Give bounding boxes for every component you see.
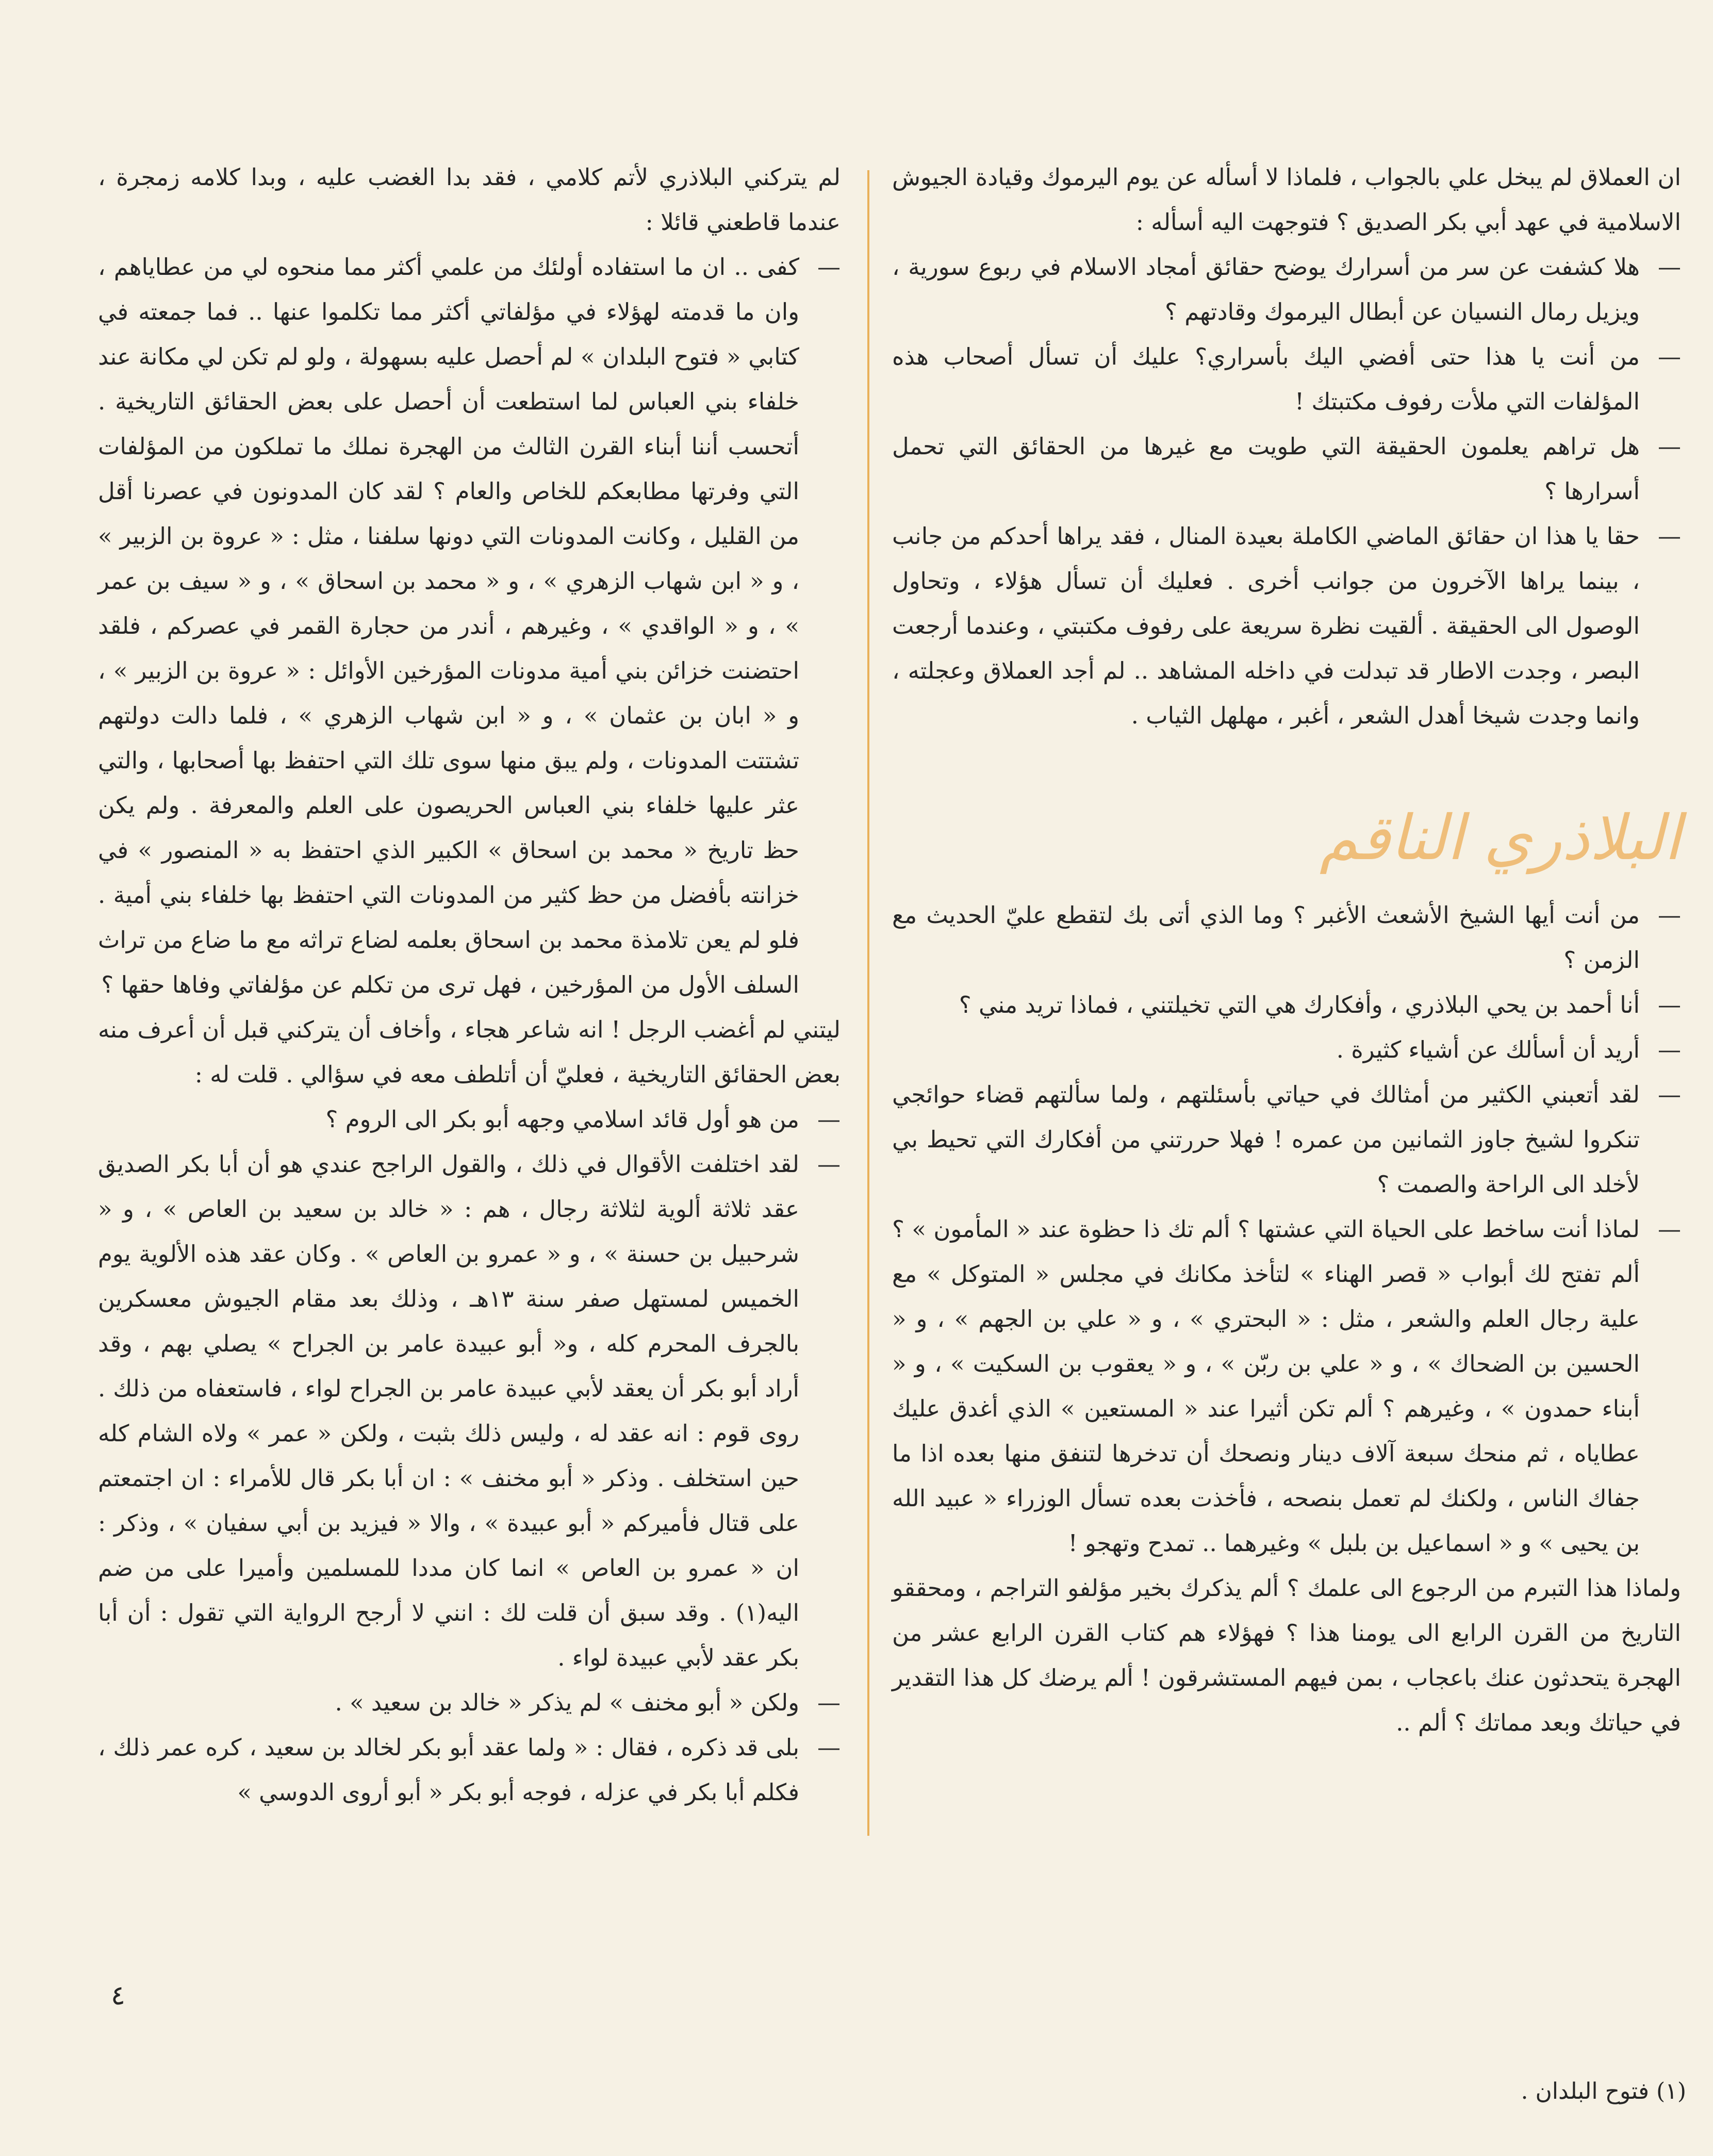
dialogue-line: — ولكن « أبو مخنف » لم يذكر « خالد بن سعيد » .: [98, 1680, 841, 1725]
right-column: [892, 155, 1681, 1745]
column-divider: [867, 170, 869, 1836]
dialogue-line: — حقا يا هذا ان حقائق الماضي الكاملة بعيدة المنال ، فقد يراها أحدكم من جانب ، بينما يراها الآخرون من جوانب أخرى . فعليك أن تسأل هؤلاء ، وتحاول الوصول الى الحقيقة . ألقيت نظرة سريعة على رفوف مكتبتي ، وعندما أرجعت البصر ، وجدت الاطار قد تبدلت في داخله المشاهد .. لم أجد العملاق وعجلته ، وانما وجدت شيخا أهدل الشعر ، أغبر ، مهلهل الثياب .: [892, 514, 1681, 738]
dialogue-line: — لماذا أنت ساخط على الحياة التي عشتها ؟ ألم تك ذا حظوة عند « المأمون » ؟ ألم تفتح لك أبواب « قصر الهناء » لتأخذ مكانك في مجلس « المتوكل » مع علية رجال العلم والشعر ، مثل : « البحتري » ، و « علي بن الجهم » ، و « الحسين بن الضحاك » ، و « علي بن ربّن » ، و « يعقوب بن السكيت » ، و « أبناء حمدون » ، وغيرهم ؟ ألم تكن أثيرا عند « المستعين » الذي أغدق عليك عطاياه ، ثم منحك سبعة آلاف دينار ونصحك أن تدخرها لتنفق منها بعده اذا ما جفاك الناس ، ولكنك لم تعمل بنصحه ، فأخذت بعده تسأل الوزراء « عبيد الله بن يحيى » و « اسماعيل بن بلبل » وغيرهما .. تمدح وتهجو !: [892, 1207, 1681, 1566]
left-column: [98, 155, 841, 1815]
paragraph: لم يتركني البلاذري لأتم كلامي ، فقد بدا الغضب عليه ، وبدا كلامه زمجرة ، عندما قاطعني قائلا :: [98, 163, 841, 236]
paragraph: ان العملاق لم يبخل علي بالجواب ، فلماذا لا أسأله عن يوم اليرموك وقيادة الجيوش الاسلامية في عهد أبي بكر الصديق ؟ فتوجهت اليه أسأله :: [892, 163, 1681, 236]
paragraph: ليتني لم أغضب الرجل ! انه شاعر هجاء ، وأخاف أن يتركني قبل أن أعرف منه بعض الحقائق التاريخية ، فعليّ أن أتلطف معه في سؤالي . قلت له :: [98, 1016, 841, 1088]
section-heading: البلاذري الناقم: [1319, 802, 1681, 874]
dialogue-line: — هلا كشفت عن سر من أسرارك يوضح حقائق أمجاد الاسلام في ربوع سورية ، ويزيل رمال النسيان عن أبطال اليرموك وقادتهم ؟: [892, 244, 1681, 334]
dialogue-line: — أريد أن أسألك عن أشياء كثيرة .: [892, 1027, 1681, 1072]
paragraph: ولماذا هذا التبرم من الرجوع الى علمك ؟ ألم يذكرك بخير مؤلفو التراجم ، ومحققو التاريخ من القرن الرابع الى يومنا هذا ؟ فهؤلاء هم كتاب القرن الرابع عشر من الهجرة يتحدثون عنك باعجاب ، بمن فيهم المستشرقون ! ألم يرضك كل هذا التقدير في حياتك وبعد مماتك ؟ ألم ..: [892, 1574, 1682, 1736]
dialogue-line: — من أنت يا هذا حتى أفضي اليك بأسراري؟ عليك أن تسأل أصحاب هذه المؤلفات التي ملأت رفوف مكتبتك !: [892, 334, 1681, 424]
dialogue-line: — من أنت أيها الشيخ الأشعث الأغبر ؟ وما الذي أتى بك لتقطع عليّ الحديث مع الزمن ؟: [892, 893, 1681, 982]
page-number: ٤: [111, 1980, 125, 2011]
footnote: (١) فتوح البلدان .: [1521, 2078, 1686, 2104]
dialogue-line: — لقد أتعبني الكثير من أمثالك في حياتي بأسئلتهم ، ولما سألتهم قضاء حوائجي تنكروا لشيخ جاوز الثمانين من عمره ! فهلا حررتني من أفكارك التي تحيط بي لأخلد الى الراحة والصمت ؟: [892, 1072, 1681, 1207]
dialogue-line: — هل تراهم يعلمون الحقيقة التي طويت مع غيرها من الحقائق التي تحمل أسرارها ؟: [892, 424, 1681, 514]
dialogue-line: — أنا أحمد بن يحي البلاذري ، وأفكارك هي التي تخيلتني ، فماذا تريد مني ؟: [892, 982, 1681, 1027]
dialogue-line: — كفى .. ان ما استفاده أولئك من علمي أكثر مما منحوه لي من عطاياهم ، وان ما قدمته لهؤلاء في مؤلفاتي أكثر مما تكلموا عنها .. فما جمعته في كتابي « فتوح البلدان » لم أحصل عليه بسهولة ، ولو لم تكن لي مكانة عند خلفاء بني العباس لما استطعت أن أحصل على بعض الحقائق التاريخية . أتحسب أننا أبناء القرن الثالث من الهجرة نملك ما تملكون من المؤلفات التي وفرتها مطابعكم للخاص والعام ؟ لقد كان المدونون في عصرنا أقل من القليل ، وكانت المدونات التي دونها سلفنا ، مثل : « عروة بن الزبير » ، و « ابن شهاب الزهري » ، و « محمد بن اسحاق » ، و « سيف بن عمر » ، و « الواقدي » ، وغيرهم ، أندر من حجارة القمر في عصركم ، فلقد احتضنت خزائن بني أمية مدونات المؤرخين الأوائل : « عروة بن الزبير » ، و « ابان بن عثمان » ، و « ابن شهاب الزهري » ، فلما دالت دولتهم تشتتت المدونات ، ولم يبق منها سوى تلك التي احتفظ بها أصحابها ، والتي عثر عليها خلفاء بني العباس الحريصون على العلم والمعرفة . ولم يكن حظ تاريخ « محمد بن اسحاق » الكبير الذي احتفظ به « المنصور » في خزانته بأفضل من حظ كثير من المدونات التي احتفظ بها خلفاء بني أمية . فلو لم يعن تلامذة محمد بن اسحاق بعلمه لضاع تراثه مع ما ضاع من تراث السلف الأول من المؤرخين ، فهل ترى من تكلم عن مؤلفاتي وفاها حقها ؟: [98, 244, 841, 1007]
dialogue-line: — من هو أول قائد اسلامي وجهه أبو بكر الى الروم ؟: [98, 1097, 841, 1142]
dialogue-line: — بلى قد ذكره ، فقال : « ولما عقد أبو بكر لخالد بن سعيد ، كره عمر ذلك ، فكلم أبا بكر في عزله ، فوجه أبو بكر « أبو أروى الدوسي »: [98, 1725, 841, 1815]
dialogue-line: — لقد اختلفت الأقوال في ذلك ، والقول الراجح عندي هو أن أبا بكر الصديق عقد ثلاثة ألوية لثلاثة رجال ، هم : « خالد بن سعيد بن العاص » ، و « شرحبيل بن حسنة » ، و « عمرو بن العاص » . وكان عقد هذه الألوية يوم الخميس لمستهل صفر سنة ١٣هـ ، وذلك بعد مقام الجيوش معسكرين بالجرف المحرم كله ، و« أبو عبيدة عامر بن الجراح » يصلي بهم ، وقد أراد أبو بكر أن يعقد لأبي عبيدة عامر بن الجراح لواء ، فاستعفاه من ذلك . روى قوم : انه عقد له ، وليس ذلك بثبت ، ولكن « عمر » ولاه الشام كله حين استخلف . وذكر « أبو مخنف » : ان أبا بكر قال للأمراء : ان اجتمعتم على قتال فأميركم « أبو عبيدة » ، والا « فيزيد بن أبي سفيان » ، وذكر : ان « عمرو بن العاص » انما كان مددا للمسلمين وأميرا على من ضم اليه(١) . وقد سبق أن قلت لك : انني لا أرجح الرواية التي تقول : أن أبا بكر عقد لأبي عبيدة لواء .: [98, 1142, 841, 1680]
